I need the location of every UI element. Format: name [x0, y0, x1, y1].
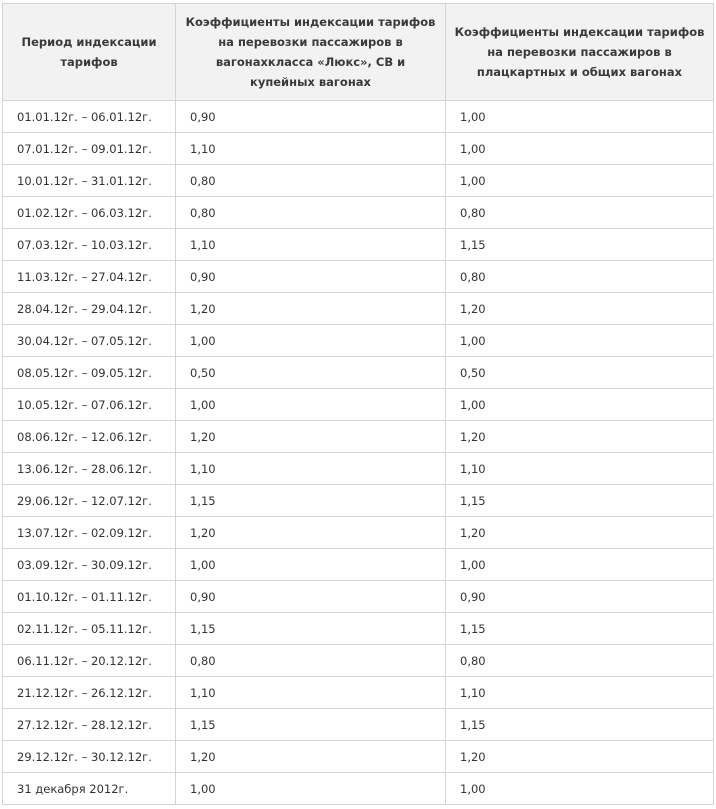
table-row: [3, 101, 714, 133]
cell-period: 29.06.12г. – 12.07.12г.: [3, 485, 176, 517]
cell-coef-platzkart: 1,00: [446, 773, 714, 805]
cell-period: 02.11.12г. – 05.11.12г.: [3, 613, 176, 645]
cell-coef-platzkart: 1,15: [446, 613, 714, 645]
cell-coef-lux: 1,10: [176, 677, 446, 709]
tariff-indexation-table: [2, 3, 714, 805]
cell-period: 07.03.12г. – 10.03.12г.: [3, 229, 176, 261]
table-row: [3, 549, 714, 581]
cell-coef-lux: 1,00: [176, 549, 446, 581]
table-header-row: [3, 4, 714, 101]
table-row: [3, 165, 714, 197]
cell-coef-lux: 1,20: [176, 421, 446, 453]
cell-coef-lux: 1,20: [176, 517, 446, 549]
table-row: [3, 645, 714, 677]
cell-coef-platzkart: 1,00: [446, 133, 714, 165]
cell-period: 21.12.12г. – 26.12.12г.: [3, 677, 176, 709]
cell-period: 08.06.12г. – 12.06.12г.: [3, 421, 176, 453]
tariff-table-container: [2, 3, 714, 805]
cell-coef-lux: 1,10: [176, 229, 446, 261]
cell-coef-platzkart: 1,15: [446, 709, 714, 741]
table-row: [3, 133, 714, 165]
cell-coef-lux: 0,80: [176, 165, 446, 197]
cell-coef-platzkart: 1,10: [446, 453, 714, 485]
header-coef-lux-sv-kupe: Коэффициенты индексации тарифов на перевозки пассажиров в вагонахкласса «Люкс», СВ и купейных вагонах: [176, 4, 446, 101]
table-row: [3, 421, 714, 453]
cell-coef-lux: 0,80: [176, 197, 446, 229]
cell-coef-platzkart: 1,15: [446, 485, 714, 517]
cell-period: 06.11.12г. – 20.12.12г.: [3, 645, 176, 677]
cell-coef-platzkart: 1,10: [446, 677, 714, 709]
cell-coef-lux: 1,00: [176, 773, 446, 805]
cell-period: 01.01.12г. – 06.01.12г.: [3, 101, 176, 133]
cell-period: 13.07.12г. – 02.09.12г.: [3, 517, 176, 549]
cell-coef-lux: 1,15: [176, 613, 446, 645]
cell-period: 01.02.12г. – 06.03.12г.: [3, 197, 176, 229]
table-row: [3, 485, 714, 517]
table-row: [3, 741, 714, 773]
cell-coef-platzkart: 0,80: [446, 645, 714, 677]
cell-coef-platzkart: 1,00: [446, 101, 714, 133]
cell-coef-platzkart: 0,50: [446, 357, 714, 389]
cell-coef-platzkart: 1,20: [446, 421, 714, 453]
cell-period: 30.04.12г. – 07.05.12г.: [3, 325, 176, 357]
cell-coef-lux: 1,15: [176, 709, 446, 741]
cell-coef-platzkart: 0,80: [446, 261, 714, 293]
cell-period: 08.05.12г. – 09.05.12г.: [3, 357, 176, 389]
cell-coef-lux: 1,10: [176, 453, 446, 485]
cell-coef-platzkart: 0,80: [446, 197, 714, 229]
cell-period: 11.03.12г. – 27.04.12г.: [3, 261, 176, 293]
header-period: Период индексации тарифов: [3, 4, 176, 101]
cell-coef-lux: 1,00: [176, 325, 446, 357]
table-body: [3, 101, 714, 805]
table-row: [3, 389, 714, 421]
cell-period: 13.06.12г. – 28.06.12г.: [3, 453, 176, 485]
table-row: [3, 517, 714, 549]
table-row: [3, 453, 714, 485]
cell-coef-platzkart: 1,20: [446, 517, 714, 549]
table-row: [3, 773, 714, 805]
table-row: [3, 197, 714, 229]
cell-period: 07.01.12г. – 09.01.12г.: [3, 133, 176, 165]
cell-period: 28.04.12г. – 29.04.12г.: [3, 293, 176, 325]
cell-coef-platzkart: 1,20: [446, 741, 714, 773]
table-row: [3, 293, 714, 325]
cell-coef-platzkart: 1,00: [446, 325, 714, 357]
table-row: [3, 613, 714, 645]
cell-period: 10.05.12г. – 07.06.12г.: [3, 389, 176, 421]
cell-period: 03.09.12г. – 30.09.12г.: [3, 549, 176, 581]
cell-coef-lux: 1,20: [176, 741, 446, 773]
cell-coef-lux: 1,00: [176, 389, 446, 421]
header-coef-platzkart-general: Коэффициенты индексации тарифов на перевозки пассажиров в плацкартных и общих вагонах: [446, 4, 714, 101]
cell-period: 01.10.12г. – 01.11.12г.: [3, 581, 176, 613]
cell-coef-lux: 1,15: [176, 485, 446, 517]
table-row: [3, 581, 714, 613]
cell-coef-lux: 0,50: [176, 357, 446, 389]
table-row: [3, 677, 714, 709]
cell-period: 27.12.12г. – 28.12.12г.: [3, 709, 176, 741]
cell-coef-platzkart: 1,15: [446, 229, 714, 261]
cell-coef-lux: 0,90: [176, 101, 446, 133]
cell-coef-platzkart: 1,00: [446, 389, 714, 421]
cell-coef-lux: 1,10: [176, 133, 446, 165]
cell-period: 10.01.12г. – 31.01.12г.: [3, 165, 176, 197]
table-row: [3, 357, 714, 389]
cell-coef-platzkart: 1,00: [446, 165, 714, 197]
table-row: [3, 229, 714, 261]
table-row: [3, 261, 714, 293]
cell-period: 31 декабря 2012г.: [3, 773, 176, 805]
cell-coef-lux: 0,90: [176, 581, 446, 613]
cell-coef-lux: 1,20: [176, 293, 446, 325]
cell-coef-platzkart: 1,20: [446, 293, 714, 325]
cell-coef-platzkart: 0,90: [446, 581, 714, 613]
cell-coef-platzkart: 1,00: [446, 549, 714, 581]
cell-coef-lux: 0,90: [176, 261, 446, 293]
table-row: [3, 325, 714, 357]
cell-period: 29.12.12г. – 30.12.12г.: [3, 741, 176, 773]
table-row: [3, 709, 714, 741]
cell-coef-lux: 0,80: [176, 645, 446, 677]
